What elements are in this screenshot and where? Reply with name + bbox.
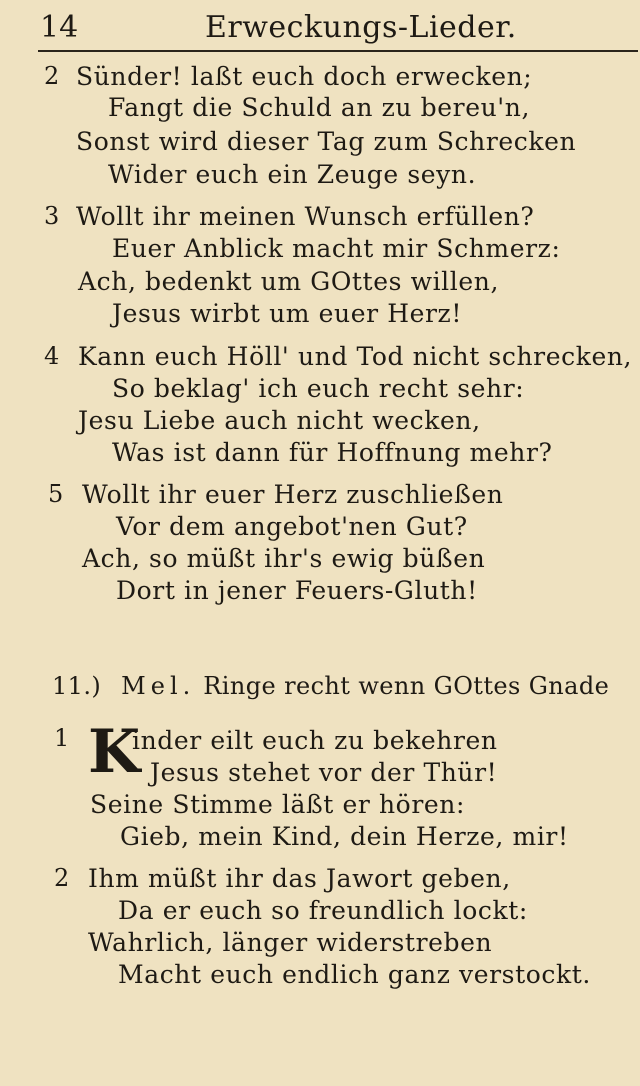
verse-number: 3 [44, 202, 60, 230]
hymn-number: 11.) [52, 672, 102, 700]
verse-line: Wollt ihr meinen Wunsch erfüllen? [76, 202, 535, 231]
verse-line: Kann euch Höll' und Tod nicht schrecken, [78, 342, 633, 371]
verse-line: Gieb, mein Kind, dein Herze, mir! [120, 822, 569, 851]
drop-capital: K [88, 717, 141, 787]
verse-line: So beklag' ich euch recht sehr: [112, 374, 525, 403]
hymn-heading [52, 672, 609, 700]
page-header [0, 6, 640, 54]
verse-number: 2 [54, 864, 70, 892]
verse-line: Seine Stimme läßt er hören: [90, 790, 465, 819]
verse-line: Macht euch endlich ganz verstockt. [118, 960, 591, 989]
verse-line: Fangt die Schuld an zu bereu'n, [108, 93, 531, 122]
verse-line: Was ist dann für Hoffnung mehr? [112, 438, 553, 467]
verse-line: Wahrlich, länger widerstreben [88, 928, 493, 957]
verse-line: Euer Anblick macht mir Schmerz: [112, 234, 561, 263]
verse-line: inder eilt euch zu bekehren [132, 726, 498, 755]
verse-line: Ach, so müßt ihr's ewig büßen [82, 544, 486, 573]
verse-line: Jesu Liebe auch nicht wecken, [78, 406, 481, 435]
page-number: 14 [40, 10, 79, 45]
melody-title: Ringe recht wenn GOttes Gnade [203, 672, 610, 700]
verse-line: Dort in jener Feuers-Gluth! [116, 576, 478, 605]
verse-line: Sünder! laßt euch doch erwecken; [76, 62, 533, 91]
verse-line: Vor dem angebot'nen Gut? [116, 512, 468, 541]
verse-line: Wollt ihr euer Herz zuschließen [82, 480, 504, 509]
verse-line: Ihm müßt ihr das Jawort geben, [88, 864, 511, 893]
verse-number: 1 [54, 724, 70, 752]
verse-line: Ach, bedenkt um GOttes willen, [78, 267, 500, 296]
verse-number: 5 [48, 480, 64, 508]
verse-number: 2 [44, 62, 60, 90]
verse-line: Wider euch ein Zeuge seyn. [108, 160, 477, 189]
verse-number: 4 [44, 342, 60, 370]
melody-label: Mel. [121, 672, 196, 700]
running-head: Erweckungs-Lieder. [205, 10, 517, 45]
verse-line: Da er euch so freundlich lockt: [118, 896, 528, 925]
header-rule [38, 50, 638, 52]
verse-line: Sonst wird dieser Tag zum Schrecken [76, 127, 577, 156]
verse-line: Jesus stehet vor der Thür! [150, 758, 498, 787]
verse-line: Jesus wirbt um euer Herz! [112, 299, 462, 328]
